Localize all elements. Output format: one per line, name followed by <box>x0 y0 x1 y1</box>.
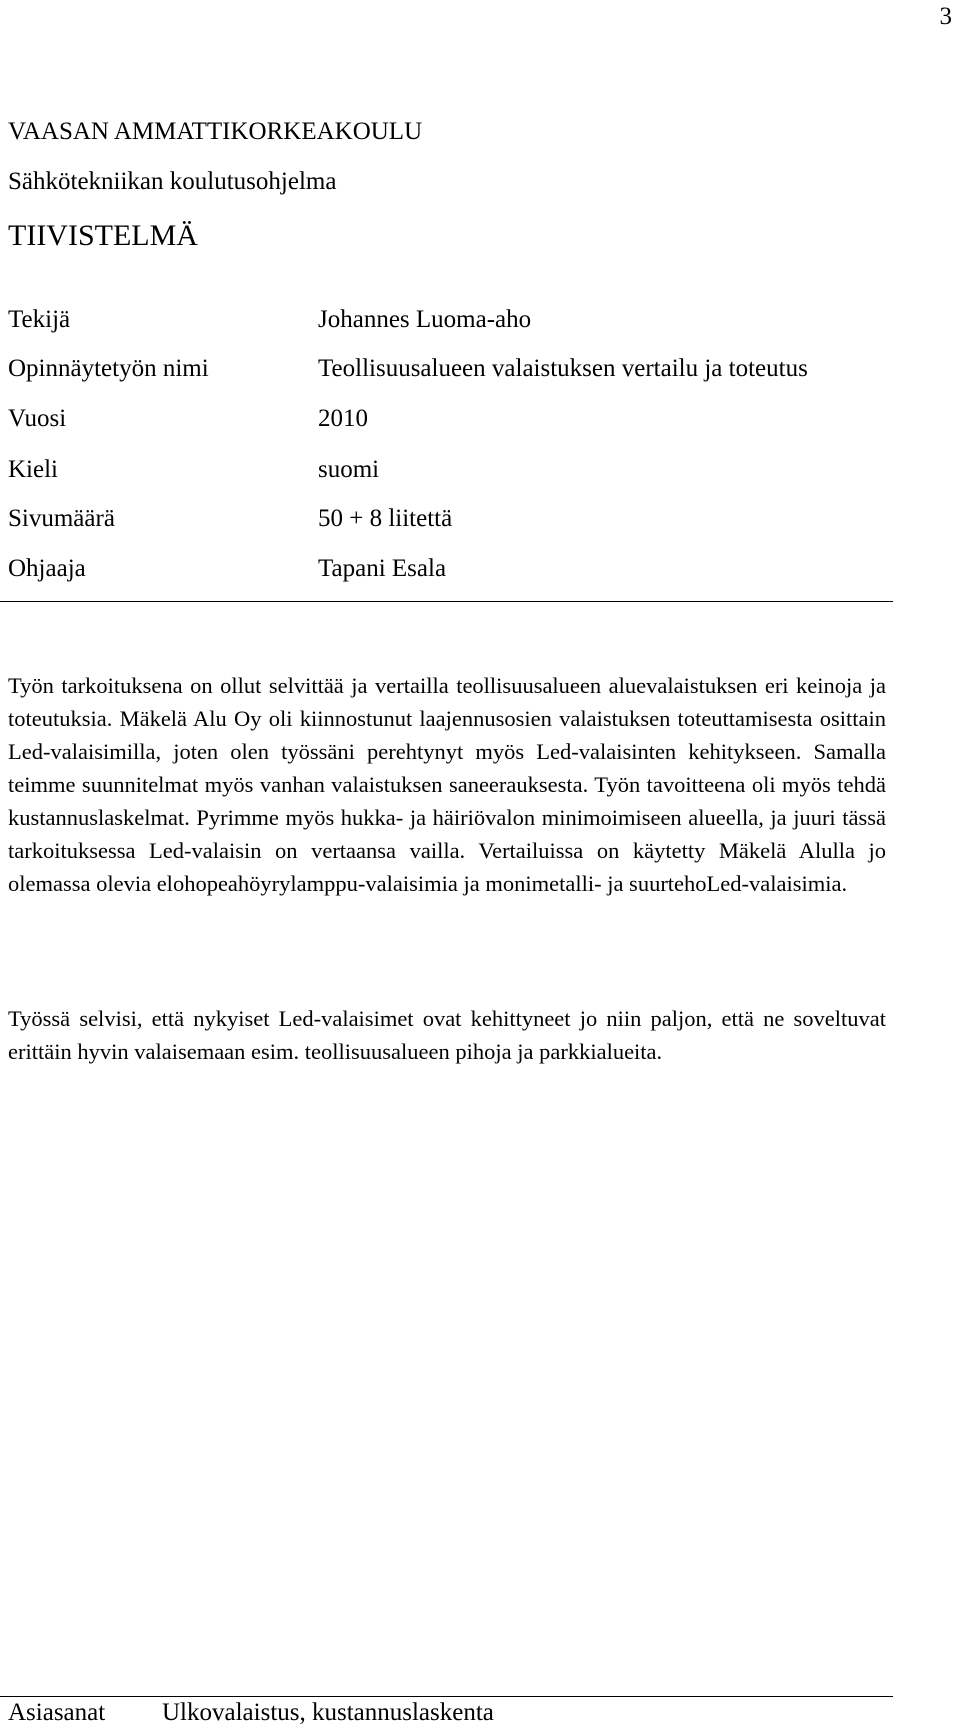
meta-value-year: 2010 <box>318 405 368 432</box>
meta-label-supervisor: Ohjaaja <box>8 555 86 582</box>
meta-label-author: Tekijä <box>8 306 71 333</box>
meta-label-year: Vuosi <box>8 405 67 432</box>
meta-row-thesis-title <box>8 354 888 384</box>
abstract-paragraph-1: Työn tarkoituksena on ollut selvittää ja vertailla teollisuusalueen aluevalaistuksen eri keinoja ja toteutuksia. Mäkelä Alu Oy oli kiinnostunut laajennusosien valaistuksen toteuttamisesta osittain Led-valaisimilla, joten olen työssäni perehtynyt myös Led-valaisinten kehitykseen. Samalla teimme suunnitelmat myös vanhan valaistuksen saneerauksesta. Työn tavoitteena oli myös tehdä kustannuslaskelmat. Pyrimme myös hukka- ja häiriövalon minimoimiseen alueella, ja juuri tässä tarkoituksessa Led-valaisin on vertaansa vailla. Vertailuissa on käytetty Mäkelä Alulla jo olemassa olevia elohopeahöyrylamppu-valaisimia ja monimetalli- ja suurtehoLed-valaisimia. <box>8 673 886 896</box>
meta-row-supervisor <box>8 554 888 584</box>
section-divider-bottom <box>0 1696 893 1697</box>
degree-program: Sähkötekniikan koulutusohjelma <box>8 168 337 195</box>
meta-value-supervisor: Tapani Esala <box>318 555 447 582</box>
page-number: 3 <box>939 3 952 30</box>
meta-value-page-count: 50 + 8 liitettä <box>318 505 453 532</box>
meta-label-page-count: Sivumäärä <box>8 505 115 532</box>
meta-row-language <box>8 455 888 485</box>
keywords-value: Ulkovalaistus, kustannuslaskenta <box>162 1699 494 1726</box>
meta-value-language: suomi <box>318 456 380 483</box>
institution-name: VAASAN AMMATTIKORKEAKOULU <box>8 118 423 145</box>
meta-row-author <box>8 305 888 335</box>
meta-label-language: Kieli <box>8 456 58 483</box>
abstract-heading: TIIVISTELMÄ <box>8 219 198 252</box>
meta-row-year <box>8 404 888 434</box>
section-divider-top <box>0 601 893 602</box>
meta-row-page-count <box>8 504 888 534</box>
meta-value-author: Johannes Luoma-aho <box>318 306 532 333</box>
keywords-label: Asiasanat <box>8 1699 106 1726</box>
abstract-paragraph-2: Työssä selvisi, että nykyiset Led-valaisimet ovat kehittyneet jo niin paljon, että ne soveltuvat erittäin hyvin valaisemaan esim. teollisuusalueen pihoja ja parkkialueita. <box>8 1006 886 1064</box>
meta-value-thesis-title: Teollisuusalueen valaistuksen vertailu ja toteutus <box>318 355 808 382</box>
meta-label-thesis-title: Opinnäytetyön nimi <box>8 355 209 382</box>
